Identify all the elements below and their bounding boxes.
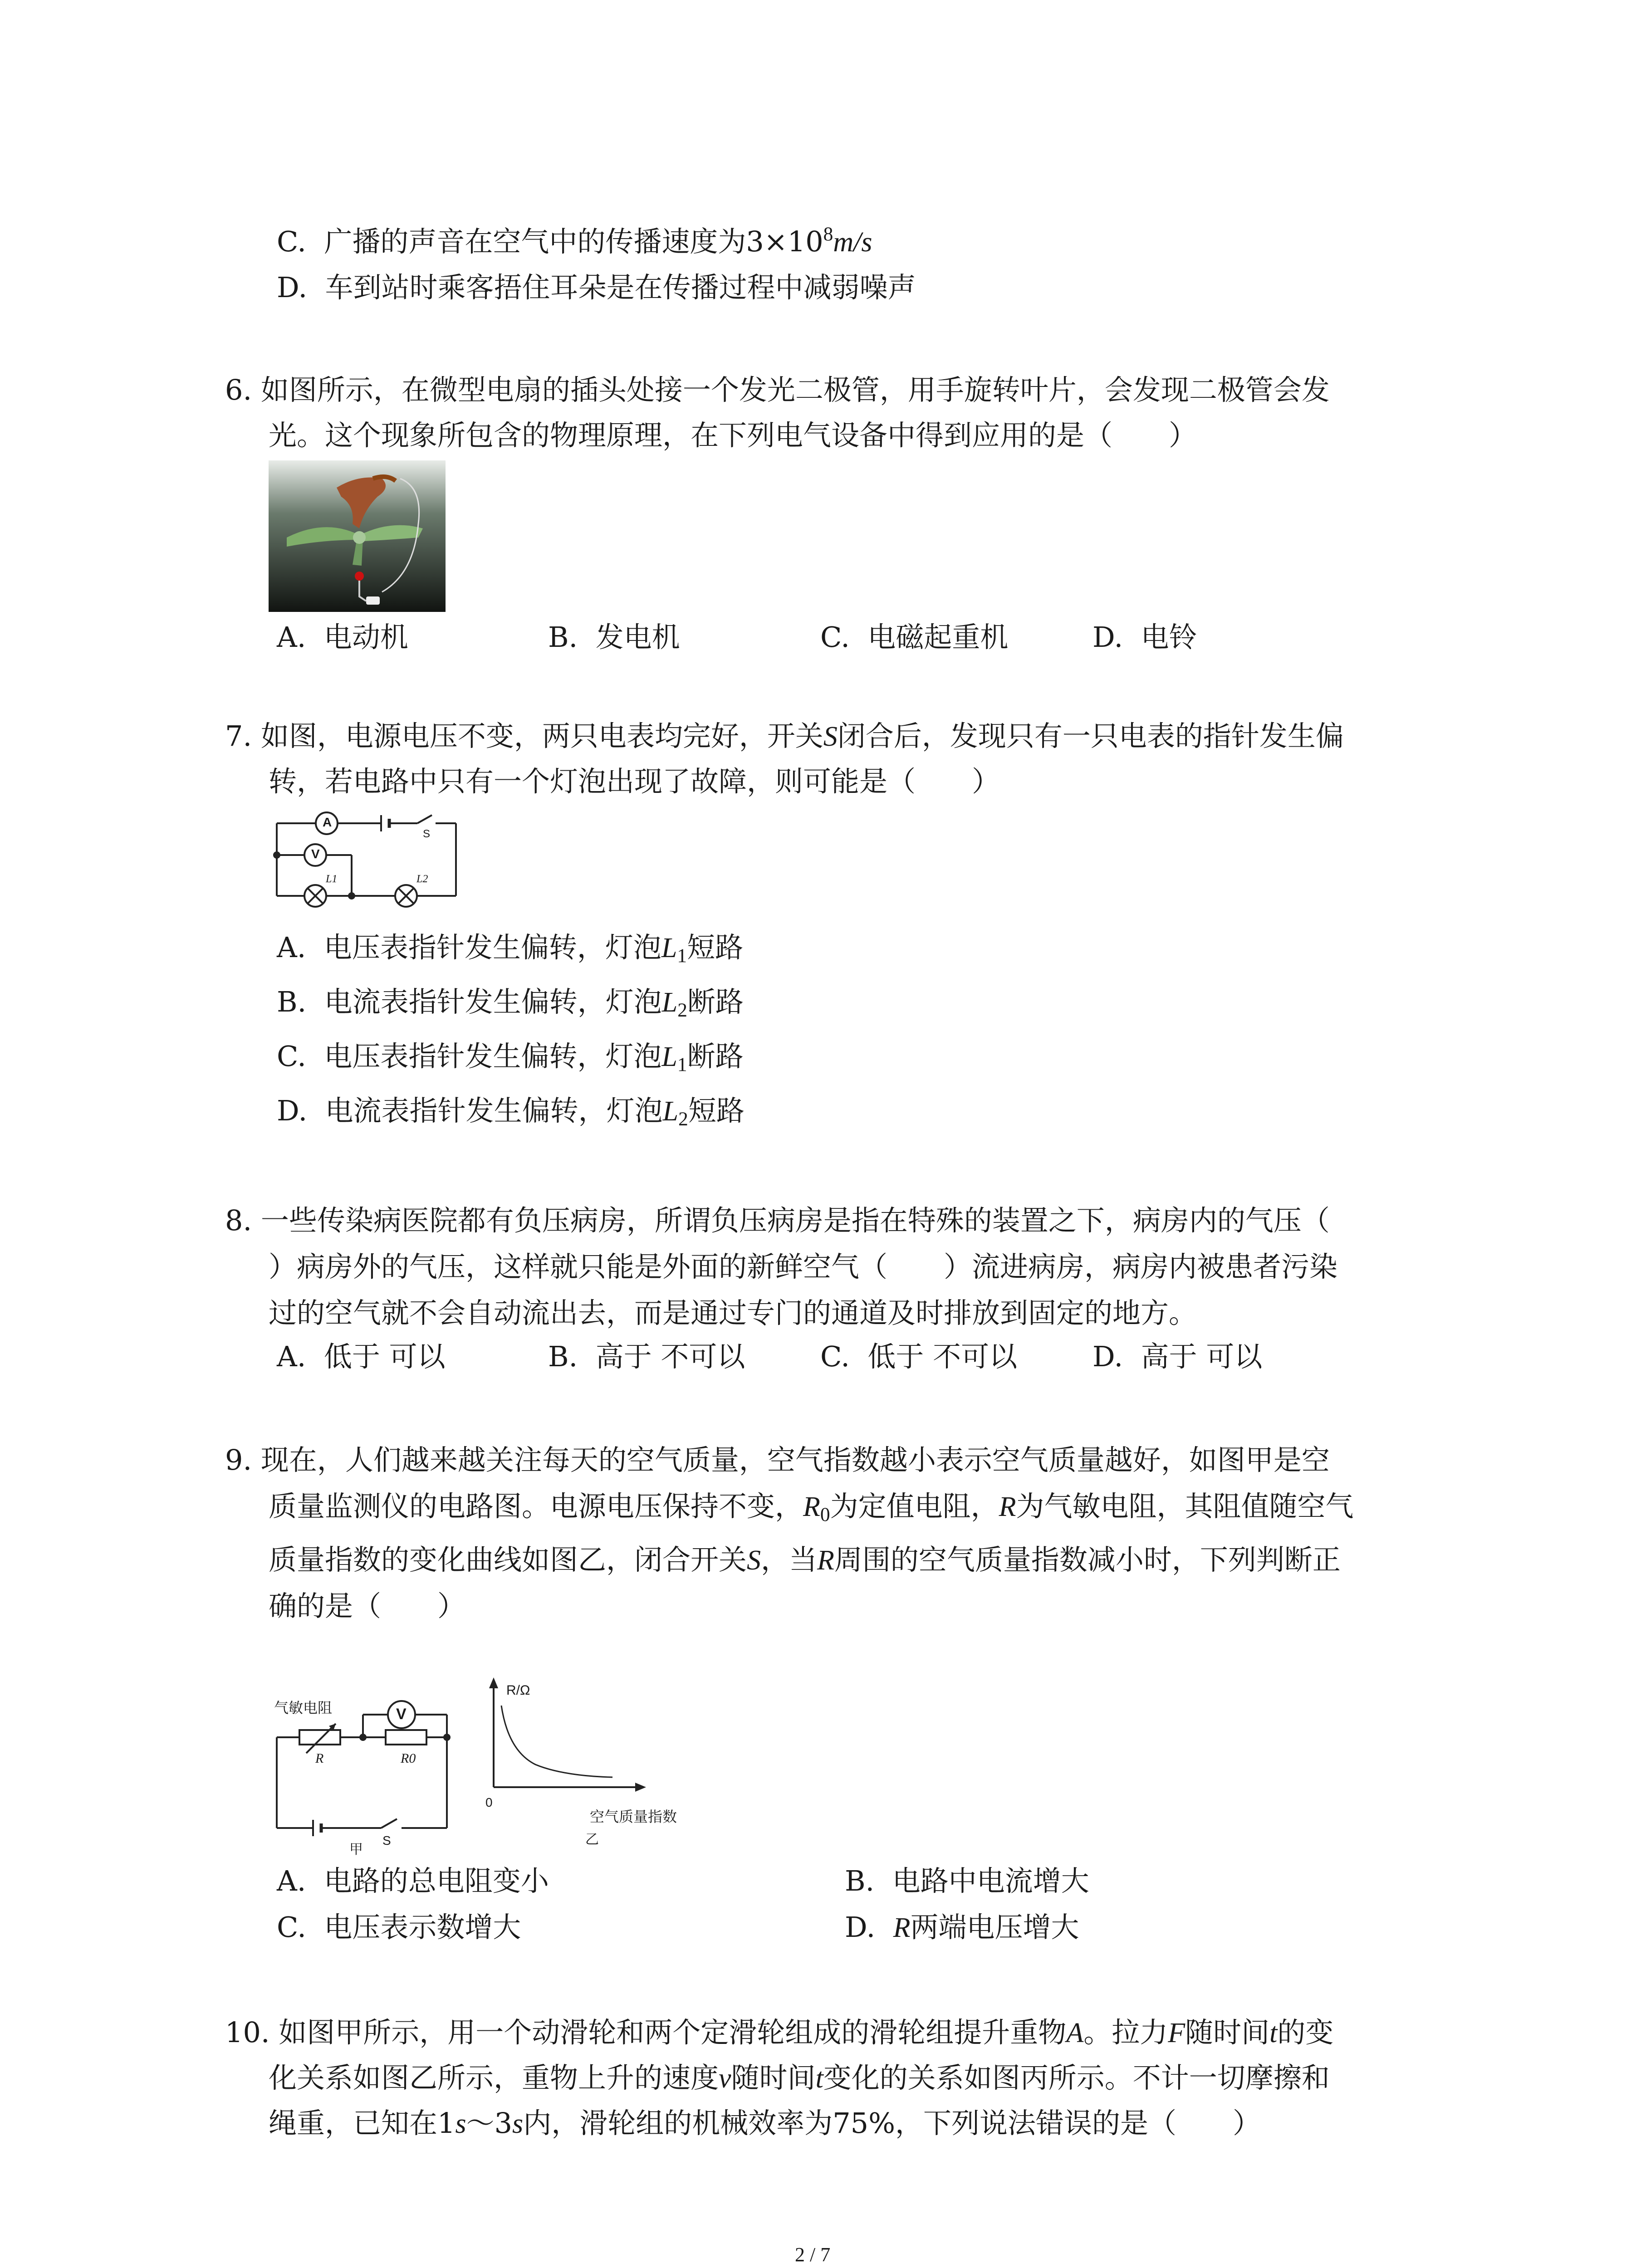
q9-circuit-jia (272, 1692, 463, 1855)
graph-x-axis-label: 空气质量指数 (590, 1808, 677, 1825)
page-number: 2 / 7 (795, 2244, 831, 2266)
graph-origin-label: 0 (485, 1795, 493, 1809)
q8-option-d: D. 高于 可以 (1092, 1340, 1263, 1373)
q8-stem-line1: 8. 一些传染病医院都有负压病房，所谓负压病房是指在特殊的装置之下，病房内的气压（ (225, 1204, 1330, 1237)
switch-label: S (423, 828, 431, 840)
lamp1-label: L1 (326, 873, 338, 885)
q6-stem-line1: 6. 如图所示，在微型电扇的插头处接一个发光二极管，用手旋转叶片，会发现二极管会发 (225, 373, 1330, 406)
q9-stem-line2: 质量监测仪的电路图。电源电压保持不变，$R_0$为定值电阻，R为气敏电阻，其阻值随空气 (269, 1490, 1354, 1525)
q8-option-a: A. 低于 可以 (277, 1340, 446, 1373)
q9-voltmeter-label: V (396, 1706, 407, 1723)
r0-label: R0 (401, 1751, 416, 1766)
q7-circuit-diagram (272, 810, 463, 909)
fig-yi-caption: 乙 (585, 1832, 599, 1848)
r-label: R (315, 1751, 324, 1766)
fig-jia-caption: 甲 (349, 1842, 363, 1857)
q9-stem-line1: 9. 现在，人们越来越关注每天的空气质量，空气指数越小表示空气质量越好，如图甲是空 (225, 1443, 1330, 1476)
q9-switch-label: S (382, 1833, 391, 1848)
q6-option-c: C. 电磁起重机 (820, 621, 1009, 654)
q6-option-a: A. 电动机 (277, 621, 408, 654)
ammeter-label: A (323, 815, 332, 829)
q10-stem-line2: 化关系如图乙所示，重物上升的速度v随时间t变化的关系如图丙所示。不计一切摩擦和 (269, 2061, 1330, 2094)
q7-option-c: C. 电压表指针发生偏转，灯泡$L_1$断路 (277, 1040, 744, 1075)
q7-stem-line1: 7. 如图，电源电压不变，两只电表均完好，开关S闭合后，发现只有一只电表的指针发生偏 (225, 719, 1344, 753)
q9-stem-line4: 确的是（ ） (269, 1589, 466, 1623)
graph-y-axis-label: R/Ω (506, 1683, 530, 1698)
q9-graph-yi (481, 1674, 717, 1864)
q8-stem-line2: ）病房外的气压，这样就只能是外面的新鲜空气（ ）流进病房，病房内被患者污染 (269, 1250, 1338, 1283)
q7-stem-line2: 转，若电路中只有一个灯泡出现了故障，则可能是（ ） (269, 765, 1000, 798)
q9-option-a: A. 电路的总电阻变小 (277, 1864, 549, 1897)
q7-option-b: B. 电流表指针发生偏转，灯泡$L_2$断路 (277, 985, 744, 1021)
q5-option-d: D. 车到站时乘客捂住耳朵是在传播过程中减弱噪声 (277, 271, 916, 304)
q6-stem-line2: 光。这个现象所包含的物理原理，在下列电气设备中得到应用的是（ ） (269, 419, 1197, 452)
q5-option-c: C. 广播的声音在空气中的传播速度为$3\times 10^8m/s$ (277, 223, 872, 258)
q8-option-c: C. 低于 不可以 (820, 1340, 1018, 1373)
q9-option-b: B. 电路中电流增大 (845, 1864, 1089, 1897)
q9-option-c: C. 电压表示数增大 (277, 1911, 521, 1944)
sensor-resistor-label: 气敏电阻 (274, 1699, 333, 1716)
q6-fan-photo (269, 460, 446, 612)
lamp2-label: L2 (416, 873, 428, 885)
q8-option-b: B. 高于 不可以 (548, 1340, 745, 1373)
q10-stem-line1: 10. 如图甲所示，用一个动滑轮和两个定滑轮组成的滑轮组提升重物A。拉力F随时间t的变 (225, 2016, 1334, 2049)
q9-option-d: D. R两端电压增大 (845, 1911, 1079, 1944)
q8-stem-line3: 过的空气就不会自动流出去，而是通过专门的通道及时排放到固定的地方。 (269, 1296, 1197, 1330)
q10-stem-line3: 绳重，已知在1s～3s内，滑轮组的机械效率为75%，下列说法错误的是（ ） (269, 2107, 1261, 2140)
q6-option-b: B. 发电机 (548, 621, 680, 654)
q9-stem-line3: 质量指数的变化曲线如图乙，闭合开关S，当R周围的空气质量指数减小时，下列判断正 (269, 1543, 1341, 1576)
q7-option-a: A. 电压表指针发生偏转，灯泡$L_1$短路 (277, 931, 744, 967)
q6-option-d: D. 电铃 (1092, 621, 1197, 654)
voltmeter-label: V (311, 847, 320, 861)
q7-option-d: D. 电流表指针发生偏转，灯泡$L_2$短路 (277, 1094, 745, 1130)
